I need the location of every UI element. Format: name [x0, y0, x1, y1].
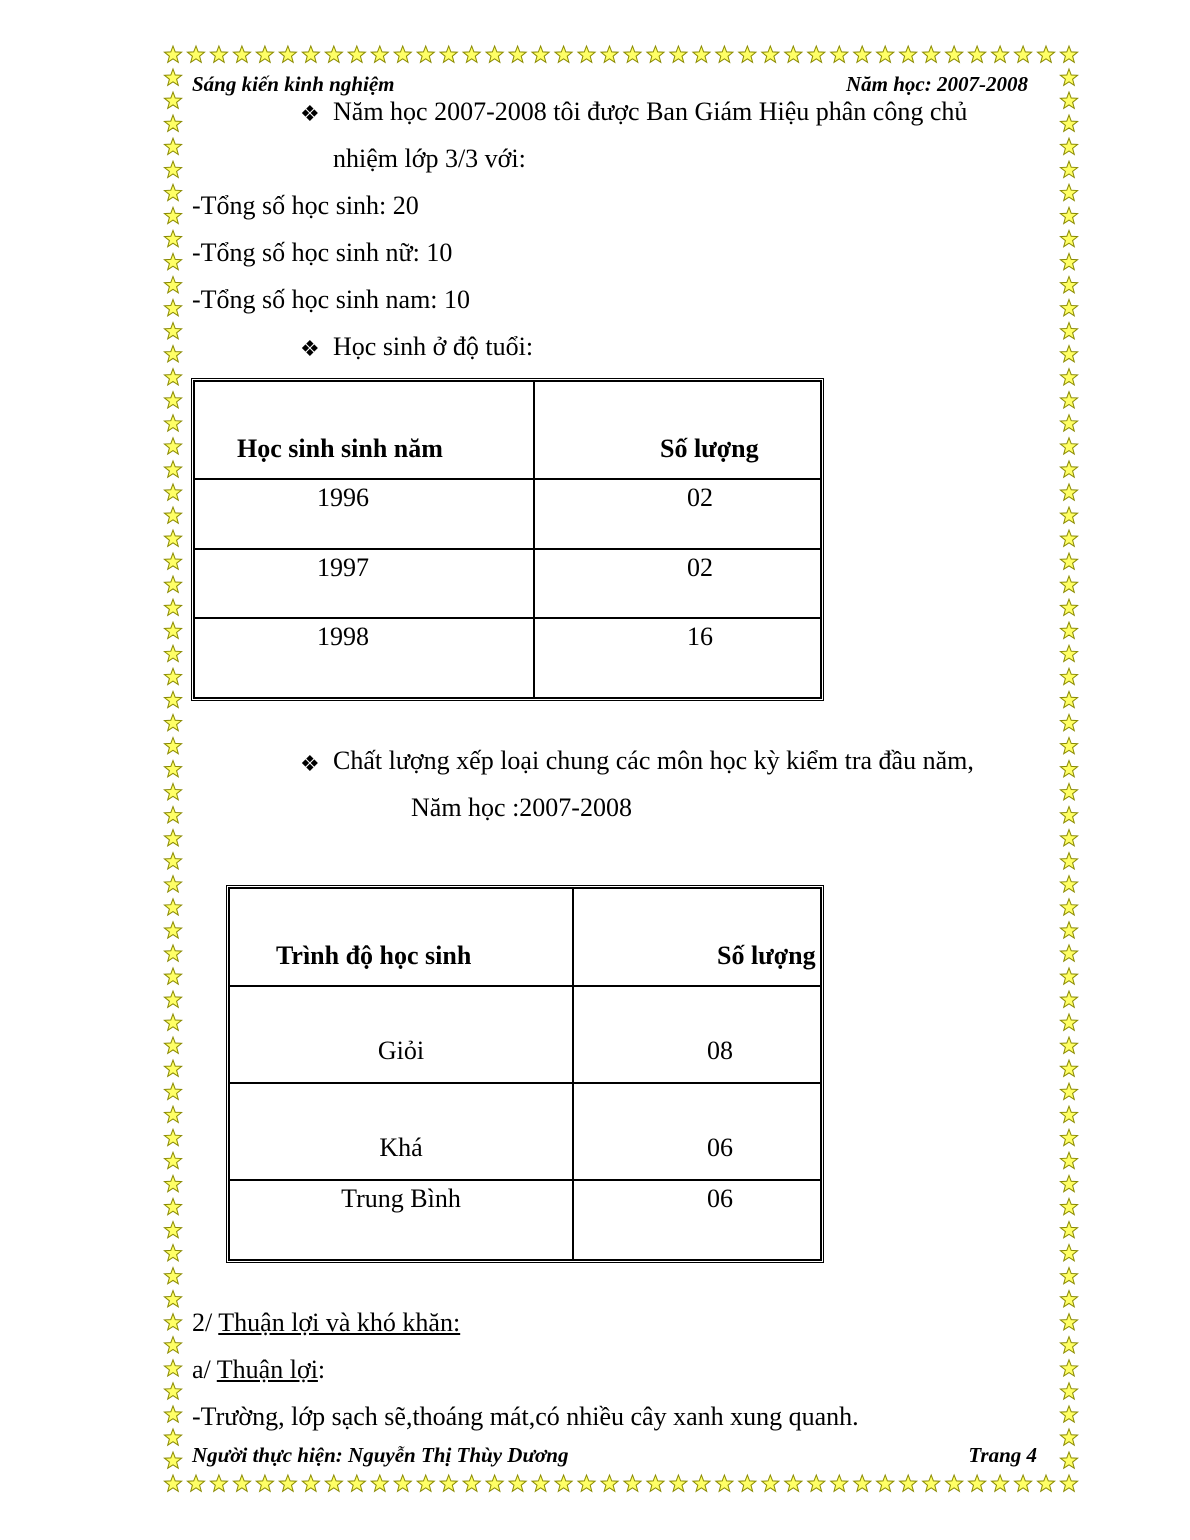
- star-icon: [164, 991, 181, 1007]
- star-icon: [532, 46, 549, 62]
- table-row: [229, 1083, 821, 1180]
- star-icon: [164, 1291, 181, 1307]
- table-cell: 1997: [194, 549, 534, 618]
- star-icon: [164, 438, 181, 454]
- star-icon: [164, 253, 181, 269]
- star-icon: [1060, 530, 1077, 546]
- star-icon: [440, 46, 457, 62]
- star-icon: [1060, 576, 1077, 592]
- star-icon: [164, 115, 181, 131]
- star-icon: [164, 1383, 181, 1399]
- star-icon: [325, 46, 342, 62]
- star-icon: [1060, 1406, 1077, 1422]
- star-icon: [164, 46, 181, 62]
- star-icon: [164, 184, 181, 200]
- star-icon: [1060, 323, 1077, 339]
- star-icon: [1060, 300, 1077, 316]
- star-icon: [164, 1198, 181, 1214]
- star-icon: [1060, 784, 1077, 800]
- star-icon: [164, 645, 181, 661]
- star-icon: [164, 853, 181, 869]
- female-students: -Tổng số học sinh nữ: 10: [192, 238, 453, 267]
- star-icon: [164, 1152, 181, 1168]
- subsection-suffix: :: [317, 1355, 326, 1384]
- star-icon: [1060, 1360, 1077, 1376]
- section-title: Thuận lợi và khó khăn:: [218, 1308, 461, 1337]
- star-icon: [164, 530, 181, 546]
- star-icon: [164, 138, 181, 154]
- star-icon: [164, 1245, 181, 1261]
- star-icon: [1060, 1060, 1077, 1076]
- subsection-heading: [192, 1355, 325, 1385]
- star-icon: [164, 346, 181, 362]
- star-icon: [164, 230, 181, 246]
- star-icon: [739, 1475, 756, 1491]
- star-icon: [1060, 184, 1077, 200]
- table-cell: 08: [573, 986, 821, 1083]
- star-icon: [164, 1175, 181, 1191]
- star-icon: [1060, 253, 1077, 269]
- star-icon: [992, 1475, 1009, 1491]
- table-row: [229, 1180, 821, 1260]
- star-icon: [279, 46, 296, 62]
- age-table: [191, 378, 824, 701]
- star-icon: [463, 46, 480, 62]
- star-icon: [164, 207, 181, 223]
- table-cell: 1998: [194, 618, 534, 698]
- table-cell: 02: [534, 479, 821, 549]
- star-icon: [164, 1268, 181, 1284]
- star-icon: [164, 1083, 181, 1099]
- star-icon: [1038, 46, 1055, 62]
- star-icon: [1060, 1014, 1077, 1030]
- star-icon: [164, 300, 181, 316]
- star-icon: [164, 507, 181, 523]
- star-icon: [992, 46, 1009, 62]
- table-header-cell: Học sinh sinh năm: [194, 381, 534, 479]
- star-icon: [486, 46, 503, 62]
- table-cell: 16: [534, 618, 821, 698]
- star-icon: [1060, 92, 1077, 108]
- star-icon: [210, 1475, 227, 1491]
- diamond-bullet-icon: ❖: [300, 101, 320, 126]
- star-icon: [164, 1452, 181, 1468]
- star-icon: [854, 1475, 871, 1491]
- star-icon: [762, 1475, 779, 1491]
- intro-line-2: nhiệm lớp 3/3 với:: [333, 144, 526, 173]
- star-icon: [969, 46, 986, 62]
- table-cell: 1996: [194, 479, 534, 549]
- star-icon: [1060, 899, 1077, 915]
- star-icon: [923, 46, 940, 62]
- star-icon: [877, 1475, 894, 1491]
- star-icon: [555, 1475, 572, 1491]
- star-icon: [854, 46, 871, 62]
- star-icon: [1060, 738, 1077, 754]
- star-icon: [1060, 922, 1077, 938]
- star-icon: [1060, 415, 1077, 431]
- star-icon: [1060, 876, 1077, 892]
- star-icon: [1060, 691, 1077, 707]
- star-icon: [578, 46, 595, 62]
- star-icon: [325, 1475, 342, 1491]
- star-icon: [1060, 461, 1077, 477]
- star-icon: [187, 46, 204, 62]
- star-icon: [164, 369, 181, 385]
- star-icon: [946, 1475, 963, 1491]
- table-header-row: [229, 888, 821, 986]
- star-icon: [900, 46, 917, 62]
- quality-line-1: Chất lượng xếp loại chung các môn học kỳ kiểm tra đầu năm,: [333, 746, 974, 775]
- star-icon: [1060, 277, 1077, 293]
- star-icon: [233, 1475, 250, 1491]
- star-icon: [164, 761, 181, 777]
- star-icon: [1015, 46, 1032, 62]
- quality-line-2: Năm học :2007-2008: [411, 793, 632, 822]
- star-icon: [164, 576, 181, 592]
- table-cell: Khá: [229, 1083, 573, 1180]
- star-icon: [371, 46, 388, 62]
- total-students: -Tổng số học sinh: 20: [192, 191, 419, 220]
- table-cell: Giỏi: [229, 986, 573, 1083]
- star-icon: [1060, 1337, 1077, 1353]
- table-header-cell: Số lượng: [534, 381, 821, 479]
- star-icon: [969, 1475, 986, 1491]
- star-icon: [1060, 1198, 1077, 1214]
- star-icon: [279, 1475, 296, 1491]
- star-icon: [210, 46, 227, 62]
- star-icon: [555, 46, 572, 62]
- star-icon: [1060, 161, 1077, 177]
- star-icon: [486, 1475, 503, 1491]
- star-icon: [716, 46, 733, 62]
- star-icon: [532, 1475, 549, 1491]
- star-icon: [1060, 230, 1077, 246]
- star-icon: [164, 92, 181, 108]
- star-icon: [417, 46, 434, 62]
- star-icon: [785, 46, 802, 62]
- star-icon: [601, 46, 618, 62]
- star-icon: [946, 46, 963, 62]
- table-row: [194, 549, 821, 618]
- star-icon: [164, 461, 181, 477]
- star-icon: [256, 1475, 273, 1491]
- star-icon: [164, 69, 181, 85]
- star-icon: [1060, 968, 1077, 984]
- star-icon: [164, 830, 181, 846]
- table-row: [194, 618, 821, 698]
- star-icon: [601, 1475, 618, 1491]
- star-icon: [1060, 1037, 1077, 1053]
- table-header-row: [194, 381, 821, 479]
- star-icon: [1060, 1106, 1077, 1122]
- star-icon: [164, 553, 181, 569]
- star-icon: [647, 46, 664, 62]
- star-icon: [164, 1429, 181, 1445]
- star-icon: [164, 876, 181, 892]
- subsection-prefix: a/: [192, 1355, 217, 1384]
- footer-author: Người thực hiện: Nguyễn Thị Thùy Dương: [192, 1443, 569, 1467]
- table-header-cell: Số lượng: [573, 888, 821, 986]
- star-icon: [1060, 484, 1077, 500]
- star-icon: [1060, 207, 1077, 223]
- star-icon: [1060, 115, 1077, 131]
- star-icon: [670, 1475, 687, 1491]
- star-icon: [1060, 438, 1077, 454]
- star-icon: [693, 1475, 710, 1491]
- star-icon: [1060, 69, 1077, 85]
- star-icon: [1060, 714, 1077, 730]
- star-icon: [1060, 1475, 1077, 1491]
- star-icon: [440, 1475, 457, 1491]
- star-icon: [1060, 507, 1077, 523]
- star-icon: [463, 1475, 480, 1491]
- star-icon: [1015, 1475, 1032, 1491]
- star-icon: [1060, 853, 1077, 869]
- section-prefix: 2/: [192, 1308, 219, 1337]
- star-icon: [417, 1475, 434, 1491]
- star-icon: [164, 668, 181, 684]
- star-icon: [877, 46, 894, 62]
- star-icon: [394, 46, 411, 62]
- star-icon: [164, 1475, 181, 1491]
- star-icon: [164, 277, 181, 293]
- star-icon: [1060, 392, 1077, 408]
- male-students: -Tổng số học sinh nam: 10: [192, 285, 471, 314]
- star-icon: [164, 415, 181, 431]
- star-icon: [164, 945, 181, 961]
- star-icon: [164, 691, 181, 707]
- star-icon: [1060, 1245, 1077, 1261]
- section-heading: [192, 1308, 460, 1338]
- subsection-title: Thuận lợi: [216, 1355, 318, 1384]
- star-icon: [762, 46, 779, 62]
- star-icon: [831, 46, 848, 62]
- star-icon: [164, 807, 181, 823]
- star-icon: [302, 46, 319, 62]
- star-icon: [1060, 138, 1077, 154]
- table-header-cell: Trình độ học sinh: [229, 888, 573, 986]
- star-icon: [302, 1475, 319, 1491]
- star-icon: [164, 323, 181, 339]
- star-icon: [164, 738, 181, 754]
- star-icon: [164, 1360, 181, 1376]
- star-icon: [1060, 1452, 1077, 1468]
- diamond-bullet-icon: ❖: [300, 751, 320, 776]
- star-icon: [164, 1060, 181, 1076]
- level-table: [226, 885, 824, 1263]
- star-icon: [164, 484, 181, 500]
- star-icon: [164, 1106, 181, 1122]
- star-icon: [1060, 1129, 1077, 1145]
- star-icon: [348, 1475, 365, 1491]
- star-icon: [739, 46, 756, 62]
- table-cell: Trung Bình: [229, 1180, 573, 1260]
- star-icon: [693, 46, 710, 62]
- star-icon: [164, 968, 181, 984]
- intro-line-1: Năm học 2007-2008 tôi được Ban Giám Hiệu phân công chủ: [333, 97, 968, 126]
- star-icon: [164, 922, 181, 938]
- star-icon: [164, 1314, 181, 1330]
- star-icon: [624, 1475, 641, 1491]
- star-icon: [923, 1475, 940, 1491]
- star-icon: [256, 46, 273, 62]
- star-icon: [1060, 1083, 1077, 1099]
- star-icon: [1060, 1152, 1077, 1168]
- star-icon: [187, 1475, 204, 1491]
- star-icon: [1060, 346, 1077, 362]
- star-icon: [509, 1475, 526, 1491]
- table-cell: 02: [534, 549, 821, 618]
- star-icon: [1060, 645, 1077, 661]
- star-icon: [1038, 1475, 1055, 1491]
- star-icon: [670, 46, 687, 62]
- star-icon: [1060, 369, 1077, 385]
- star-icon: [578, 1475, 595, 1491]
- star-icon: [164, 899, 181, 915]
- footer-page: Trang 4: [968, 1443, 1037, 1467]
- star-icon: [164, 784, 181, 800]
- star-icon: [1060, 945, 1077, 961]
- diamond-bullet-icon: ❖: [300, 336, 320, 361]
- star-icon: [1060, 668, 1077, 684]
- table-row: [229, 986, 821, 1083]
- star-icon: [1060, 1268, 1077, 1284]
- star-icon: [808, 46, 825, 62]
- star-icon: [900, 1475, 917, 1491]
- star-icon: [808, 1475, 825, 1491]
- star-icon: [716, 1475, 733, 1491]
- star-icon: [1060, 1383, 1077, 1399]
- star-icon: [233, 46, 250, 62]
- age-heading: Học sinh ở độ tuổi:: [333, 332, 534, 361]
- star-icon: [164, 1406, 181, 1422]
- star-icon: [164, 161, 181, 177]
- star-icon: [164, 392, 181, 408]
- header-left: Sáng kiến kinh nghiệm: [192, 72, 395, 96]
- star-icon: [164, 1222, 181, 1238]
- star-icon: [1060, 807, 1077, 823]
- star-icon: [647, 1475, 664, 1491]
- star-icon: [394, 1475, 411, 1491]
- star-icon: [1060, 991, 1077, 1007]
- star-icon: [1060, 761, 1077, 777]
- star-icon: [831, 1475, 848, 1491]
- star-icon: [1060, 553, 1077, 569]
- star-icon: [164, 1337, 181, 1353]
- star-icon: [1060, 1314, 1077, 1330]
- star-icon: [1060, 1429, 1077, 1445]
- star-icon: [348, 46, 365, 62]
- table-row: [194, 479, 821, 549]
- star-icon: [1060, 830, 1077, 846]
- star-icon: [164, 1037, 181, 1053]
- star-icon: [164, 1129, 181, 1145]
- star-icon: [164, 1014, 181, 1030]
- table-cell: 06: [573, 1083, 821, 1180]
- star-icon: [1060, 622, 1077, 638]
- star-icon: [164, 599, 181, 615]
- star-icon: [164, 714, 181, 730]
- star-icon: [785, 1475, 802, 1491]
- star-icon: [371, 1475, 388, 1491]
- star-icon: [1060, 1222, 1077, 1238]
- star-icon: [1060, 1175, 1077, 1191]
- star-icon: [1060, 46, 1077, 62]
- star-icon: [624, 46, 641, 62]
- star-icon: [1060, 1291, 1077, 1307]
- header-right: Năm học: 2007-2008: [846, 72, 1028, 96]
- advantage-text: -Trường, lớp sạch sẽ,thoáng mát,có nhiều cây xanh xung quanh.: [192, 1402, 859, 1431]
- table-cell: 06: [573, 1180, 821, 1260]
- star-icon: [1060, 599, 1077, 615]
- star-icon: [164, 622, 181, 638]
- star-icon: [509, 46, 526, 62]
